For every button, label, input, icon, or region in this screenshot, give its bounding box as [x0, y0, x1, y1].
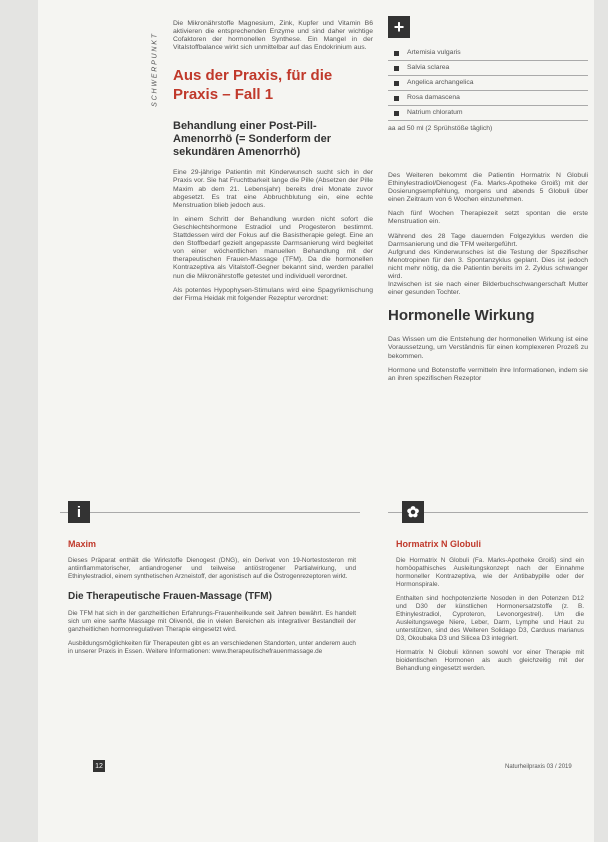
paragraph: Das Wissen um die Entstehung der hormonellen Wirkung ist eine Voraussetzung, um Verständnis für einen komplexeren Prozeß zu bekommen. [388, 336, 588, 360]
list-item [388, 106, 588, 121]
box-subtitle: Die Therapeutische Frauen-Massage (TFM) [68, 591, 272, 602]
article-subtitle: Behandlung einer Post-Pill-Amenorrhö (= Sonderform der sekundären Amenorrhö) [173, 120, 331, 159]
info-icon: i [68, 501, 90, 523]
section-label [150, 18, 160, 128]
paragraph: Die Hormatrix N Globuli (Fa. Marks-Apotheke Groiß) sind ein homöopathisches Ausleitungskonzept nach der Einnahme hormoneller Kontrazeptiva, wie der Antibabypille oder der Hormonspirale. [396, 557, 584, 588]
list-item [388, 46, 588, 61]
left-column [173, 20, 373, 309]
paragraph: Die TFM hat sich in der ganzheitlichen Erfahrungs-Frauenheilkunde seit Jahren bewährt. Es handelt sich um eine sanfte Massage mit Olivenöl, die in vielen Bereichen als integrativer Bestandteil der ganzheitlichen hormonregulativen Therapie eingesetzt wird. [68, 610, 356, 633]
paragraph: Hormone und Botenstoffe vermitteln ihre Informationen, indem sie an ihren spezifischen Rezeptor [388, 366, 588, 382]
paragraph: In einem Schritt der Behandlung wurden nicht sofort die Geschlechtshormone Estradiol und Progesteron bestimmt. Stattdessen wird der Fokus auf die Basistherapie gelegt. Eine an den Stoffbedarf gezielt angepasste Darmsanierung wird begleitet von einer wöchentlichen manuellen Behandlung mit der therapeutischen Frauen-Massage (TFM). Da die hormonellen Kontrazeptiva als Vitalstoff-Gegner bekannt sind, werden parallel nun die Mikronährstoffe getestet und individuell verordnet. [173, 215, 373, 280]
paragraph: Enthalten sind hochpotenzierte Nosoden in den Potenzen D12 und D30 der künstlichen Hormonersatzstoffe (z. B. Ethinylestradiol, Cyproteron, Levonorgestrel). Um die Ausleitungswege Niere, Leber, Darm, Lymphe und Haut zu unterstützen, sind des Weiteren Solidago D3, Carduus marianus D3, Okoubaka D3 und Silicea D3 integriert. [396, 595, 584, 642]
herb-name: Rosa damascena [407, 94, 460, 101]
list-item [388, 91, 588, 106]
paragraph: Aufgrund des Kinderwunsches ist die Testung der Spezifischer Menotropinen für den 3. Spontanzyklus geplant. Dies ist jedoch nicht mehr nötig, da die Patientin bereits im 2. Zyklus schwanger wird. [388, 248, 588, 281]
bullet-icon [394, 66, 399, 71]
herb-name: Artemisia vulgaris [407, 49, 461, 56]
paragraph: Nach fünf Wochen Therapiezeit setzt spontan die erste Menstruation ein. [388, 210, 588, 226]
section-label-text: SCHWERPUNKT [151, 32, 159, 107]
list-item [388, 76, 588, 91]
plant-icon: ✿ [402, 501, 424, 523]
intro-paragraph: Die Mikronährstoffe Magnesium, Zink, Kupfer und Vitamin B6 aktivieren die entsprechenden Enzyme und sind daher wichtige Cofaktoren der hormonellen Synthese. Ein Mangel in der Vitalstoffbalance wirkt sich unmittelbar auf das Endokrinium aus. [173, 20, 373, 52]
article-title: Aus der Praxis, für die Praxis – Fall 1 [173, 67, 333, 104]
info-box-maxim [60, 503, 360, 757]
right-column [388, 172, 588, 389]
dosage-text: aa ad 50 ml (2 Sprühstöße täglich) [388, 125, 493, 132]
box-title: Hormatrix N Globuli [396, 539, 482, 549]
bullet-icon [394, 111, 399, 116]
paragraph: Ausbildungsmöglichkeiten für Therapeuten gibt es an verschiedenen Standorten, unter anderem auch in unserer Praxis in Essen. Weitere Informationen: www.therapeutischefrauenmassage.de [68, 640, 356, 655]
plus-icon: + [388, 16, 410, 38]
bullet-icon [394, 81, 399, 86]
paragraph: Dieses Präparat enthält die Wirkstoffe Dienogest (DNG), ein Derivat von 19-Nortestosteron mit antiinflammatorischer, antiandrogener und teilweise antiöstrogener Partialwirkung, und Ethinylestradiol, einem synthetischen Arzneistoff, der agonistisch auf die Östrogenrezeptoren wirkt. [68, 557, 356, 580]
herb-name: Salvia sclarea [407, 64, 450, 71]
page-number: 12 [93, 760, 105, 772]
paragraph: Eine 29-jährige Patientin mit Kinderwunsch sucht sich in der Praxis vor. Sie hat Fruchtbarkeit lange die Pille (Absetzen der Pille Maxim ab dem 21. Lebensjahr) bereits drei Monate zuvor abgesetzt. Es trat eine Abbruchblutung ein, eine echte Menstruation blieb jedoch aus. [173, 169, 373, 209]
paragraph: Inzwischen ist sie nach einer Bilderbuchschwangerschaft Mutter einer gesunden Tochter. [388, 281, 588, 297]
herb-name: Angelica archangelica [407, 79, 474, 86]
section-heading: Hormonelle Wirkung [388, 307, 535, 325]
paragraph: Hormatrix N Globuli können sowohl vor einer Therapie mit bioidentischen Hormonen als auch gleichzeitig mit der Behandlung eingesetzt werden. [396, 649, 584, 672]
herb-list [388, 46, 588, 121]
bullet-icon [394, 96, 399, 101]
paragraph: Während des 28 Tage dauernden Folgezyklus werden die Darmsanierung und die TFM weitergeführt. [388, 232, 588, 248]
paragraph: Als potentes Hypophysen-Stimulans wird eine Spagyrikmischung der Firma Heidak mit folgender Rezeptur verordnet: [173, 286, 373, 302]
bullet-icon [394, 51, 399, 56]
herb-name: Natrium chloratum [407, 109, 463, 116]
info-box-hormatrix [388, 504, 588, 757]
recipe-box [388, 16, 588, 132]
list-item [388, 61, 588, 76]
paragraph: Des Weiteren bekommt die Patientin Hormatrix N Globuli Ethinylestradiol/Dienogest (Fa. Marks-Apotheke Groiß) mit der Dosierungsempfehlung, morgens und abends 5 Globuli über einen Zeitraum von 6 Wochen einzunehmen. [388, 172, 588, 204]
box-title: Maxim [68, 539, 97, 549]
journal-footer: Naturheilpraxis 03 / 2019 [505, 764, 572, 770]
